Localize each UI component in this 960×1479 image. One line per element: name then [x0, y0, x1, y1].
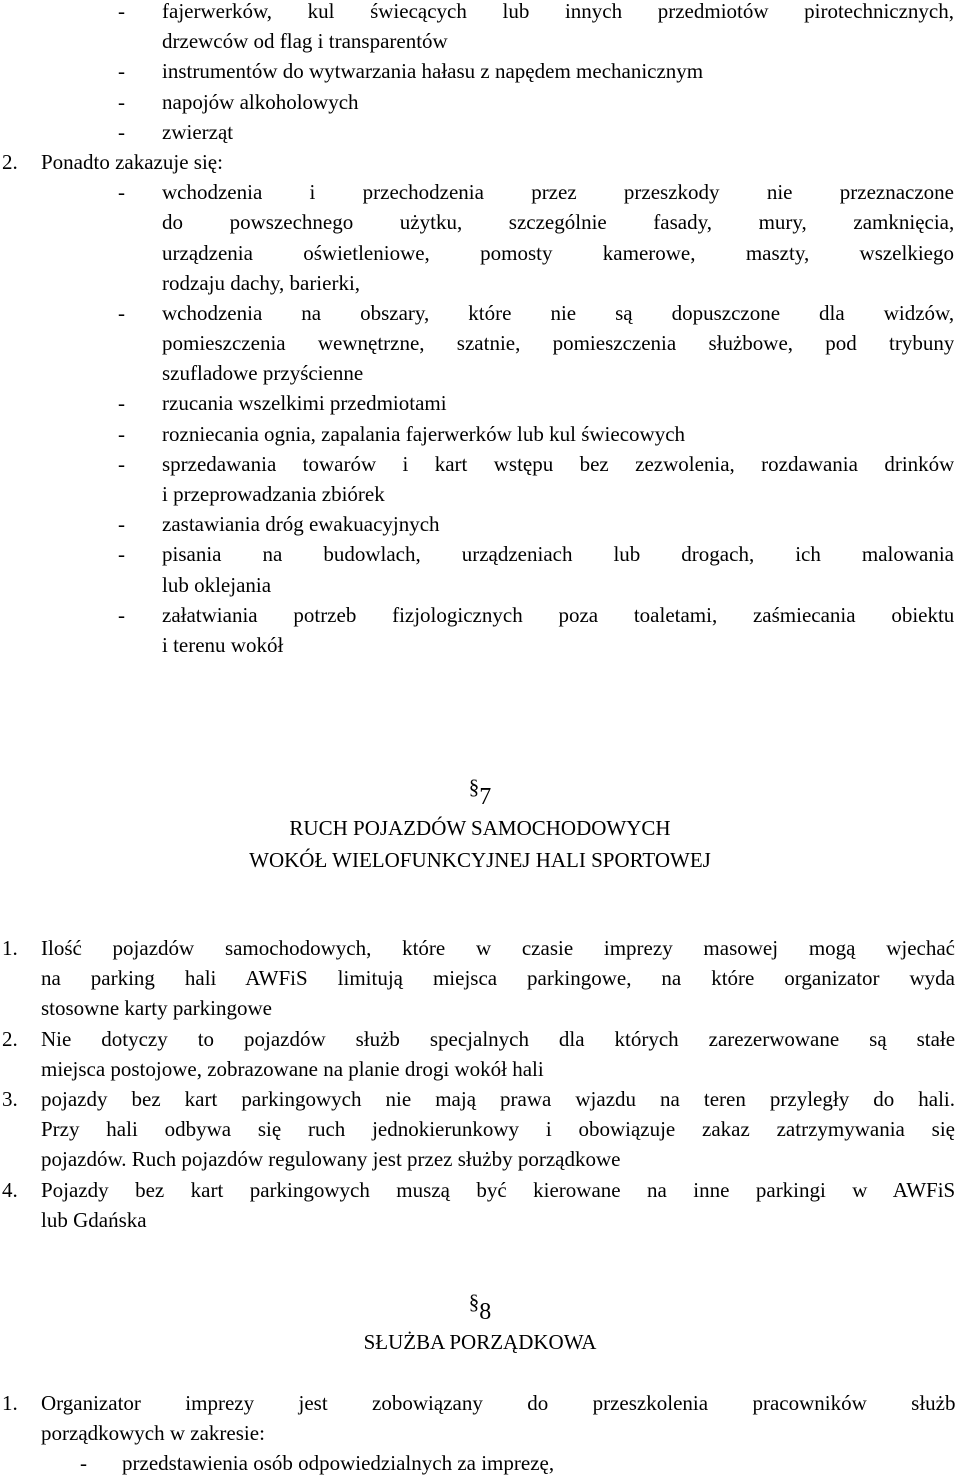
bullet-dash: - [118, 300, 125, 325]
point-continuation [0, 1054, 960, 1084]
section-title-line: RUCH POJAZDÓW SAMOCHODOWYCH [289, 816, 671, 840]
point-number: 2. [2, 149, 18, 174]
list-item-line: urządzenia oświetleniowe, pomosty kamerowe, maszty, wszelkiego [162, 240, 954, 265]
numbered-point [0, 1024, 960, 1054]
list-item-line: zwierząt [162, 119, 234, 144]
bullet-dash: - [118, 512, 125, 537]
list-item-line: rodzaju dachy, barierki, [162, 270, 361, 295]
list-item-line: wchodzenia na obszary, które nie są dopuszczone dla widzów, [162, 300, 954, 325]
point-line: stosowne karty parkingowe [41, 996, 272, 1021]
point-number: 4. [2, 1177, 18, 1202]
list-item-continuation [0, 268, 960, 298]
list-item-line: i przeprowadzania zbiórek [162, 482, 385, 506]
point-text: Ponadto zakazuje się: [41, 149, 223, 174]
numbered-point [0, 147, 960, 177]
list-item-continuation [0, 238, 960, 268]
section-7-points [0, 933, 960, 1235]
point-number: 3. [2, 1086, 18, 1111]
list-item-line: napojów alkoholowych [162, 89, 359, 114]
list-item [0, 87, 960, 117]
point-continuation [0, 1114, 960, 1144]
point-line: Pojazdy bez kart parkingowych muszą być kierowane na inne parkingi w AWFiS [41, 1177, 955, 1202]
list-item-continuation [0, 479, 960, 509]
list-item [0, 56, 960, 86]
top-bullet-list [0, 0, 960, 660]
section-7-title [0, 812, 960, 876]
list-item-line: rzucania wszelkimi przedmiotami [162, 391, 447, 416]
list-item [0, 1448, 960, 1478]
bullet-dash: - [118, 89, 125, 114]
point-line: Przy hali odbywa się ruch jednokierunkowy i obowiązuje zakaz zatrzymywania się [41, 1117, 955, 1142]
bullet-dash: - [118, 421, 125, 446]
list-item-line: do powszechnego użytku, szczególnie fasady, mury, zamknięcia, [162, 210, 954, 235]
section-8-points [0, 1388, 960, 1479]
list-item-continuation [0, 630, 960, 660]
list-item-line: szufladowe przyścienne [162, 361, 364, 386]
list-item-line: sprzedawania towarów i kart wstępu bez zezwolenia, rozdawania drinków [162, 451, 954, 476]
list-item-continuation [0, 358, 960, 388]
bullet-dash: - [118, 602, 125, 627]
list-item [0, 117, 960, 147]
list-item-continuation [0, 26, 960, 56]
section-number: 7 [479, 784, 492, 810]
bullet-dash: - [118, 391, 125, 416]
bullet-dash: - [118, 542, 125, 567]
list-item [0, 298, 960, 328]
list-item [0, 419, 960, 449]
point-line: pojazdów. Ruch pojazdów regulowany jest przez służby porządkowe [41, 1147, 621, 1172]
point-line: porządkowych w zakresie: [41, 1421, 265, 1446]
bullet-dash: - [80, 1451, 87, 1476]
list-item-line: przedstawienia osób odpowiedzialnych za imprezę, [122, 1451, 555, 1476]
list-item-line: i terenu wokół [162, 632, 284, 657]
list-item [0, 509, 960, 539]
bullet-dash: - [118, 59, 125, 84]
section-8-number [0, 1290, 960, 1329]
section-symbol: § [468, 1290, 480, 1314]
list-item [0, 449, 960, 479]
list-item-line: pisania na budowlach, urządzeniach lub drogach, ich malowania [162, 542, 954, 567]
bullet-dash: - [118, 180, 125, 205]
section-8-title [0, 1326, 960, 1358]
section-number: 8 [479, 1299, 492, 1325]
point-line: na parking hali AWFiS limitują miejsca parkingowe, na które organizator wyda [41, 966, 955, 991]
list-item-line: instrumentów do wytwarzania hałasu z napędem mechanicznym [162, 59, 704, 84]
list-item-line: pomieszczenia wewnętrzne, szatnie, pomieszczenia służbowe, pod trybuny [162, 331, 954, 356]
point-line: pojazdy bez kart parkingowych nie mają prawa wjazdu na teren przyległy do hali. [41, 1086, 955, 1111]
point-continuation [0, 1418, 960, 1448]
numbered-point [0, 1084, 960, 1114]
point-continuation [0, 993, 960, 1023]
point-number: 2. [2, 1026, 18, 1051]
point-number: 1. [2, 936, 18, 960]
list-item-continuation [0, 207, 960, 237]
point-line: Ilość pojazdów samochodowych, które w czasie imprezy masowej mogą wjechać [41, 936, 955, 960]
point-number: 1. [2, 1391, 18, 1415]
point-continuation [0, 963, 960, 993]
numbered-point [0, 933, 960, 963]
list-item-line: drzewców od flag i transparentów [162, 29, 448, 54]
list-item-line: rozniecania ognia, zapalania fajerwerków lub kul świecowych [162, 421, 686, 446]
list-item [0, 177, 960, 207]
list-item-line: fajerwerków, kul świecących lub innych przedmiotów pirotechnicznych, [162, 0, 954, 23]
section-symbol: § [468, 775, 480, 799]
numbered-point [0, 1175, 960, 1205]
list-item-continuation [0, 328, 960, 358]
section-7-number [0, 775, 960, 814]
list-item [0, 600, 960, 630]
section-title-line: WOKÓŁ WIELOFUNKCYJNEJ HALI SPORTOWEJ [249, 848, 711, 872]
bullet-dash: - [118, 0, 125, 23]
list-item-line: lub oklejania [162, 572, 272, 597]
point-line: Organizator imprezy jest zobowiązany do przeszkolenia pracowników służb [41, 1391, 955, 1415]
list-item [0, 0, 960, 26]
list-item [0, 539, 960, 569]
bullet-dash: - [118, 451, 125, 476]
list-item-line: załatwiania potrzeb fizjologicznych poza toaletami, zaśmiecania obiektu [162, 602, 954, 627]
section-title-line: SŁUŻBA PORZĄDKOWA [363, 1330, 597, 1354]
point-line: lub Gdańska [41, 1207, 147, 1232]
point-continuation [0, 1205, 960, 1235]
numbered-point [0, 1388, 960, 1418]
point-continuation [0, 1144, 960, 1174]
point-line: Nie dotyczy to pojazdów służb specjalnych dla których zarezerwowane są stałe [41, 1026, 955, 1051]
bullet-dash: - [118, 119, 125, 144]
list-item [0, 388, 960, 418]
list-item-continuation [0, 570, 960, 600]
point-line: miejsca postojowe, zobrazowane na planie drogi wokół hali [41, 1056, 544, 1081]
list-item-line: zastawiania dróg ewakuacyjnych [162, 512, 440, 537]
list-item-line: wchodzenia i przechodzenia przez przeszkody nie przeznaczone [162, 180, 954, 205]
